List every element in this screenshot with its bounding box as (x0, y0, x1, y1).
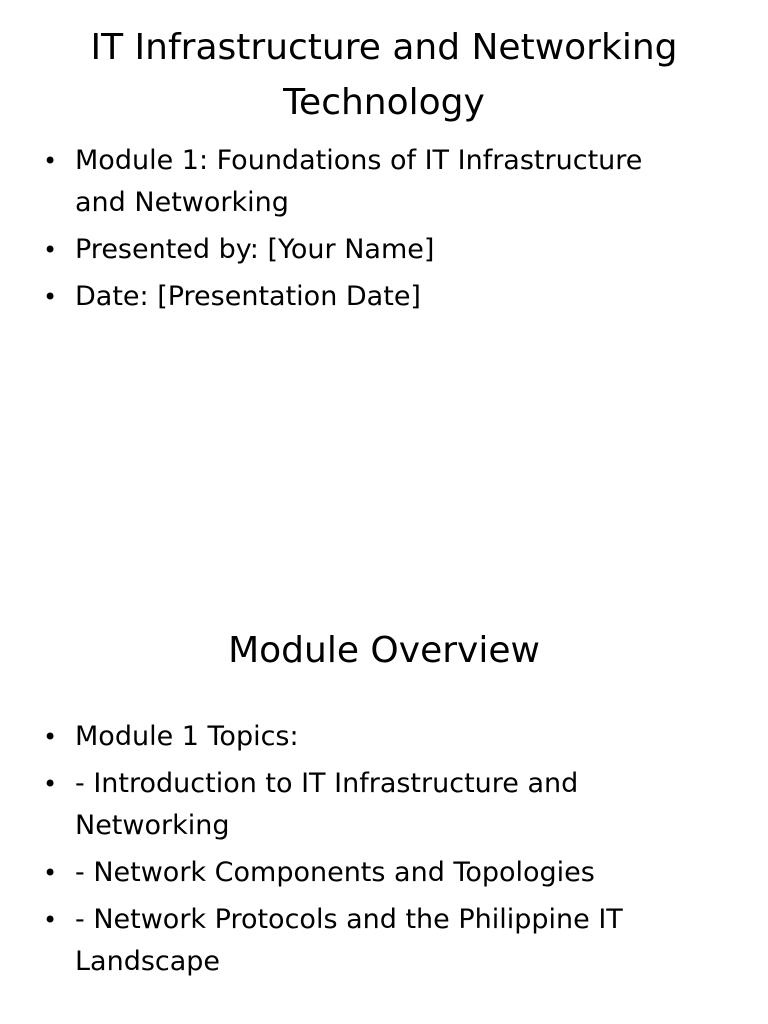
bullet-list (40, 140, 700, 323)
list-item (40, 716, 700, 758)
list-item (40, 140, 700, 224)
list-item-text: Module 1 Topics: (75, 721, 299, 752)
bullet-list (40, 716, 700, 988)
bullet-icon: • (43, 147, 58, 175)
list-item-text: - Introduction to IT Infrastructure and Networking (75, 768, 579, 841)
list-item (40, 852, 700, 894)
slide-2 (0, 512, 768, 1024)
list-item-text: Module 1: Foundations of IT Infrastructure and Networking (75, 145, 643, 218)
bullet-icon: • (43, 723, 58, 751)
slide-title: IT Infrastructure and Networking Technology (90, 27, 678, 123)
list-item-text: - Network Components and Topologies (75, 857, 595, 888)
list-item (40, 276, 700, 318)
bullet-icon: • (43, 859, 58, 887)
bullet-icon: • (43, 906, 58, 934)
bullet-icon: • (43, 770, 58, 798)
list-item (40, 763, 700, 847)
list-item (40, 229, 700, 271)
bullet-icon: • (43, 236, 58, 264)
list-item-text: Date: [Presentation Date] (75, 281, 421, 312)
list-item (40, 899, 700, 983)
list-item-text: Presented by: [Your Name] (75, 234, 435, 265)
list-item-text: - Network Protocols and the Philippine IT Landscape (75, 904, 623, 977)
slide-title: Module Overview (228, 630, 540, 671)
bullet-icon: • (43, 283, 58, 311)
